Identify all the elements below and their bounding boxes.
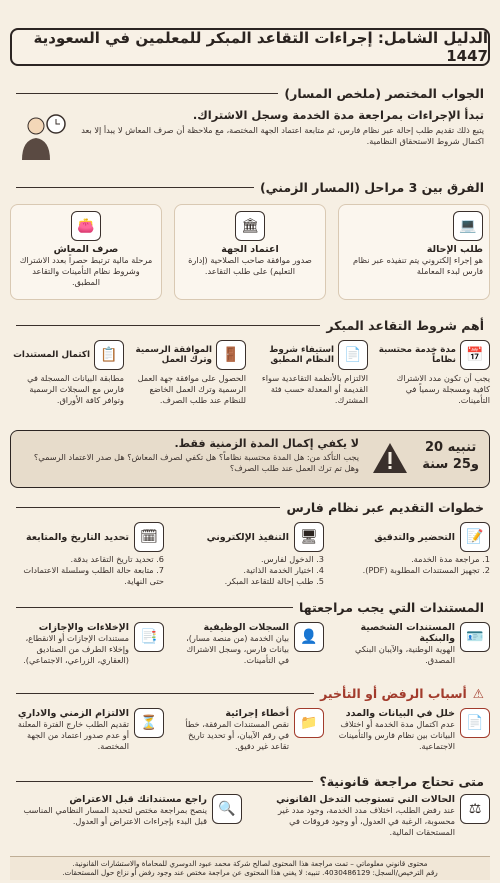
badge-icon: 👤 — [294, 622, 324, 652]
id-card-icon: 🪪 — [460, 622, 490, 652]
clipboard-icon: 📑 — [134, 622, 164, 652]
stage-card-referral: 💻 طلب الإحالة هو إجراء إلكتروني يتم تنفيذه عبر نظام فارس لبدء المعاملة — [338, 204, 490, 300]
stage-card-pension: 👛 صرف المعاش مرحلة مالية ترتبط حصراً بعدد الاشتراك وشروط نظام التأمينات والتقاعد المطبق. — [10, 204, 162, 300]
summary-card — [10, 104, 490, 170]
summary-heading: الجواب المختصر (ملخص المسار) — [10, 86, 490, 101]
step-followup: 🗓 تحديد التاريخ والمتابعة 6. تحديد تاريخ التقاعد بدقة. 7. متابعة حالة الطلب وسلسلة الاعتمادات حتى النهاية. — [10, 522, 164, 587]
stamp-icon: 🏛 — [235, 211, 265, 241]
legal-row — [10, 794, 490, 852]
wallet-icon: 👛 — [71, 211, 101, 241]
doc-records: 👤 السجلات الوظيفية بيان الخدمة (من منصة مسار)، بيانات فارس، وسجل الاشتراك في التأمينات. — [174, 622, 324, 666]
warning-icon — [369, 441, 409, 479]
steps-heading: خطوات التقديم عبر نظام فارس — [10, 500, 490, 515]
step-prepare: 📝 التحضير والتدقيق 1. مراجعة مدة الخدمة. 2. تجهيز المستندات المطلوبة (PDF). — [334, 522, 490, 576]
legal-cases: ⚖ الحالات التي تستوجب التدخل القانوني عند رفض الطلب، اختلاف مدد الخدمة، وجود مدد غير محسوبة، الرغبة في العدول، أو وجود فروقات في المستحقات المالية. — [254, 794, 490, 838]
condition-system: 📄 استيفاء شروط النظام المطبق الالتزام بالأنظمة التقاعدية سواء القديمة أو المعدلة حسب فئة المشترك. — [256, 340, 368, 406]
laptop-icon: 💻 — [453, 211, 483, 241]
clipboard-step-icon: 📝 — [460, 522, 490, 552]
steps-row — [10, 522, 490, 594]
calendar-step-icon: 🗓 — [134, 522, 164, 552]
condition-approval: 🚪 الموافقة الرسمية وترك العمل الحصول على موافقة جهة العمل الرسمية وترك العمل الخاضع للنظام عند طلب الصرف. — [134, 340, 246, 406]
conditions-heading: أهم شروط التقاعد المبكر — [10, 318, 490, 333]
teacher-clock-icon — [18, 110, 66, 162]
doc-clearances: 📑 الإخلاءات والإجازات مستندات الإجازات أو الانقطاع، وإخلاء الطرف من الصناديق (العقاري، الزراعي، الاجتماعي). — [10, 622, 164, 666]
doc-personal: 🪪 المستندات الشخصية والبنكية الهوية الوطنية، والآيبان البنكي المصدق. — [334, 622, 490, 666]
page-title: الدليل الشامل: إجراءات التقاعد المبكر للمعلمين في السعودية 1447 — [10, 28, 490, 66]
legal-review: 🔍 راجع مستنداتك قبل الاعتراض ينصح بمراجعة مختص لتحديد المسار النظامي المناسب قبل البدء بإجراءات الاعتراض أو العدول. — [10, 794, 242, 827]
reason-data: 📄 خلل في البيانات والمدد عدم اكتمال مدة الخدمة أو اختلاف البيانات بين نظام فارس والتأمينات الاجتماعية. — [334, 708, 490, 752]
door-icon: 🚪 — [216, 340, 246, 370]
calendar-icon: 📅 — [460, 340, 490, 370]
document-icon: 📄 — [338, 340, 368, 370]
gavel-icon: ⚖ — [460, 794, 490, 824]
legal-heading: متى تحتاج مراجعة قانونية؟ — [10, 774, 490, 789]
stage-card-approval: 🏛 اعتماد الجهة صدور موافقة صاحب الصلاحية (إدارة التعليم) على طلب التقاعد. — [174, 204, 326, 300]
docs-heading: المستندات التي يجب مراجعتها — [10, 600, 490, 615]
condition-documents: 📋 اكتمال المستندات مطابقة البيانات المسجلة في فارس مع السجلات الرسمية وتوافر كافة الأوراق. — [10, 340, 124, 406]
summary-body: يتبع ذلك تقديم طلب إحالة عبر نظام فارس، ثم متابعة اعتماد الجهة المختصة، مع ملاحظة أن صرف المعاش لا يبدأ إلا بعد اكتمال شروط الاستحقاق النظامية. — [81, 125, 484, 147]
warning-text: يجب التأكد من: هل المدة محتسبة نظاماً؟ هل تكفي لصرف المعاش؟ هل صدر الاعتماد الرسمي؟ وهل تم ترك العمل عند طلب الصرف؟ — [33, 452, 359, 474]
error-doc-icon: 📄 — [460, 708, 490, 738]
warning-box — [10, 430, 490, 488]
stages-heading: الفرق بين 3 مراحل (المسار الزمني) — [10, 180, 490, 195]
reason-procedural: 📁 أخطاء إجرائية نقص المستندات المرفقة، خطأ في رقم الآيبان، أو تحديد تاريخ تقاعد غير دقيق. — [174, 708, 324, 752]
footer: محتوى قانوني معلوماتي – تمت مراجعة هذا المحتوى لصالح شركة محمد عبود الدوسري للمحاماة والاستشارات القانونية. رقم الترخيص/السجل: 4030486129. تنبيه: لا يغني هذا المحتوى عن مراجعة مختص عند وجود رفض أو نزاع حول المستحقات. — [10, 856, 490, 880]
review-icon: 🔍 — [212, 794, 242, 824]
warning-title: لا يكفي إكمال المدة الزمنية فقط. — [174, 437, 359, 450]
hourglass-icon: ⏳ — [134, 708, 164, 738]
condition-service: 📅 مدة خدمة محتسبة نظاماً يجب أن تكون مدد الاشتراك كافية ومسجلة رسمياً في التأمينات. — [378, 340, 490, 406]
reasons-row — [10, 708, 490, 770]
alert-icon: ⚠ — [472, 686, 484, 701]
computer-icon: 🖥 — [294, 522, 324, 552]
conditions-row — [10, 340, 490, 424]
reasons-heading: ⚠ أسباب الرفض أو التأخير — [10, 686, 490, 701]
step-execute: 🖥 التنفيذ الإلكتروني 3. الدخول لفارس. 4. اختيار الخدمة الذاتية. 5. طلب إحالة للتقاعد المبكر. — [174, 522, 324, 587]
reason-timing: ⏳ الالتزام الزمني والاداري تقديم الطلب خارج الفترة المعلنة أو عدم صدور اعتماد من الجهة المختصة. — [10, 708, 164, 752]
stages-row — [10, 204, 490, 304]
error-file-icon: 📁 — [294, 708, 324, 738]
warning-badge: تنبيه 20 و25 سنة — [422, 440, 479, 472]
checklist-icon: 📋 — [94, 340, 124, 370]
summary-lead: تبدأ الإجراءات بمراجعة مدة الخدمة وسجل الاشتراك. — [192, 108, 484, 122]
docs-row — [10, 622, 490, 684]
